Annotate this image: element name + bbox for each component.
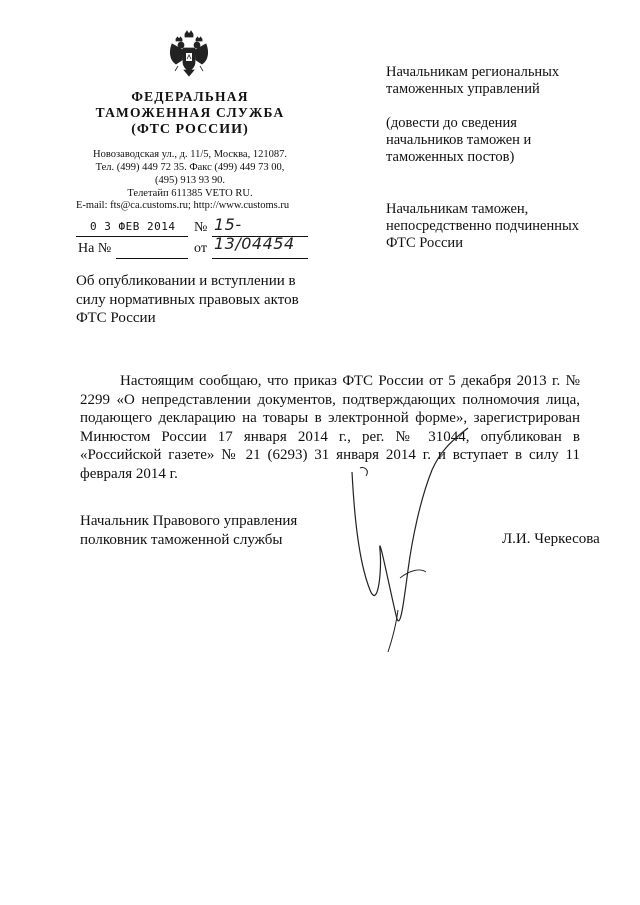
subject-line-1: Об опубликовании и вступлении в xyxy=(76,273,296,289)
org-name-line1: ФЕДЕРАЛЬНАЯ xyxy=(131,89,249,104)
reference-label: На № xyxy=(78,241,112,256)
signatory-name: Л.И. Черкесова xyxy=(502,531,600,547)
signatory-position xyxy=(80,512,360,549)
registration-date: 0 3 ФЕВ 2014 xyxy=(90,220,176,233)
date-field xyxy=(76,218,188,237)
body-paragraph: Настоящим сообщаю, что приказ ФТС России от 5 декабря 2013 г. № 2299 «О непредставлении документов, подтверждающих полномочия лица, подающего декларацию на товары в электронной форме», зарегистрирован Минюстом России 17 января 2014 г., рег. № 31044, опубликован в «Российской газете» № 21 (6293) 31 января 2014 г. и вступает в силу 11 февраля 2014 г. xyxy=(80,373,580,482)
coat-of-arms-icon xyxy=(168,30,210,78)
subject xyxy=(76,272,336,328)
address-line-5: E-mail: fts@ca.customs.ru; http://www.customs.ru xyxy=(76,200,290,211)
number-field xyxy=(212,215,308,253)
signatory-position-line-1: Начальник Правового управления xyxy=(80,513,298,529)
number-label: № xyxy=(194,220,208,235)
addressee-2-line-1: Начальникам таможен, xyxy=(386,201,529,217)
org-name-line2: ТАМОЖЕННАЯ СЛУЖБА xyxy=(95,105,285,120)
addressee-1-note-3: таможенных постов) xyxy=(386,149,515,165)
address-line-4: Телетайп 611385 VETO RU. xyxy=(127,188,253,199)
registration-number: 15-13/04454 xyxy=(214,215,295,253)
addressee-1-note-1: (довести до сведения xyxy=(386,115,517,131)
addressee-1-line-1: Начальникам региональных xyxy=(386,64,560,80)
addressee-1-line-2: таможенных управлений xyxy=(386,81,540,97)
reference-number-field xyxy=(116,240,188,259)
subject-line-3: ФТС России xyxy=(76,310,156,326)
reference-date-field xyxy=(212,240,308,259)
reference-from-label: от xyxy=(194,241,207,256)
addressee-1-note-2: начальников таможен и xyxy=(386,132,532,148)
addressee-2-line-2: непосредственно подчиненных xyxy=(386,218,579,234)
address-line-3: (495) 913 93 90. xyxy=(155,175,225,186)
addressee-2-line-3: ФТС России xyxy=(386,235,463,251)
subject-line-2: силу нормативных правовых актов xyxy=(76,291,299,308)
signatory-position-line-2: полковник таможенной службы xyxy=(80,531,283,548)
address-line-2: Тел. (499) 449 72 35. Факс (499) 449 73 00, xyxy=(95,162,285,173)
address-line-1: Новозаводская ул., д. 11/5, Москва, 121087. xyxy=(93,149,287,160)
org-abbreviation: (ФТС РОССИИ) xyxy=(131,122,249,137)
